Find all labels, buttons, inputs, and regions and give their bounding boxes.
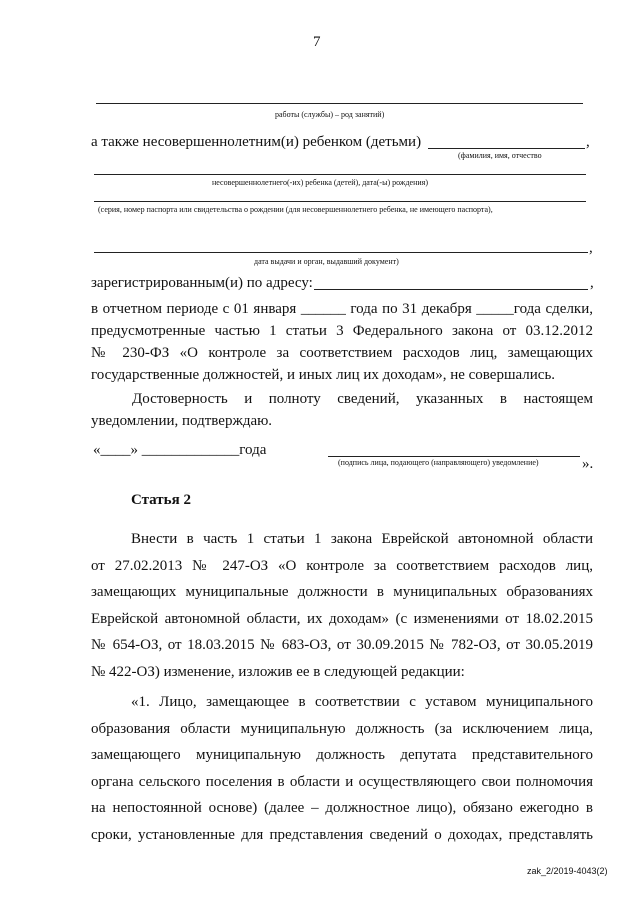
footer-code: zak_2/2019-4043(2) bbox=[527, 866, 608, 876]
caption-passport: (серия, номер паспорта или свидетельства о рождении (для несовершеннолетнего ребенка, не имеющего паспорта), bbox=[98, 205, 493, 214]
minor-child-comma: , bbox=[586, 134, 590, 150]
period-line: предусмотренные частью 1 статьи 3 Федерального закона от 03.12.2012 bbox=[91, 323, 593, 339]
blank-line-work bbox=[96, 103, 583, 104]
registered-label: зарегистрированным(и) по адресу: bbox=[91, 275, 313, 291]
article-line: № 422-ОЗ) изменение, изложив ее в следующей редакции: bbox=[91, 663, 465, 680]
article-line: образования области муниципальную должность (за исключением лица, bbox=[91, 720, 593, 737]
period-line: в отчетном периоде с 01 января ______ года по 31 декабря _____года сделки, bbox=[91, 301, 593, 317]
confirm-line: уведомлении, подтверждаю. bbox=[91, 413, 273, 429]
confirm-line: Достоверность и полноту сведений, указанных в настоящем bbox=[132, 391, 593, 407]
period-paragraph bbox=[91, 298, 593, 386]
article-line: сроки, установленные для представления сведений о доходах, представлять bbox=[91, 826, 593, 843]
article-line: Внести в часть 1 статьи 1 закона Еврейской автономной области bbox=[131, 531, 593, 547]
article-line: Еврейской автономной области, их доходам» (с изменениями от 18.02.2015 bbox=[91, 610, 593, 627]
article-line: на непостоянной основе) (далее – должностное лицо), обязано ежегодно в bbox=[91, 800, 593, 816]
closing-quote: ». bbox=[582, 456, 594, 472]
blank-line-minor-child bbox=[428, 148, 585, 149]
article-paragraph-1 bbox=[91, 526, 593, 685]
period-line: государственные должностей, и иных лиц их доходам», не совершались. bbox=[91, 367, 556, 383]
registered-comma: , bbox=[590, 275, 594, 291]
issue-line-comma: , bbox=[589, 240, 593, 256]
article-line: органа сельского поселения в области и осуществляющего свои полномочия bbox=[91, 773, 593, 790]
caption-work: работы (службы) – род занятий) bbox=[275, 110, 385, 119]
blank-line-minor-birth bbox=[94, 174, 586, 175]
article-heading: Статья 2 bbox=[131, 492, 191, 508]
date-line: «____» _____________года bbox=[93, 442, 267, 458]
caption-fio: (фамилия, имя, отчество bbox=[458, 151, 542, 160]
blank-line-issue bbox=[94, 252, 588, 253]
article-line: замещающих муниципальные должности в муниципальных образованиях bbox=[91, 584, 593, 600]
caption-signature: (подпись лица, подающего (направляющего) уведомление) bbox=[338, 458, 539, 467]
caption-minor-birth: несовершеннолетнего(-их) ребенка (детей), дата(-ы) рождения) bbox=[212, 178, 428, 187]
article-paragraph-2 bbox=[91, 689, 593, 848]
article-line: от 27.02.2013 № 247-ОЗ «О контроле за соответствием расходов лиц, bbox=[91, 557, 593, 574]
article-line: «1. Лицо, замещающее в соответствии с уставом муниципального bbox=[131, 694, 593, 710]
blank-line-passport bbox=[94, 201, 586, 202]
article-line: замещающего муниципальную должность депутата представительного bbox=[91, 747, 593, 763]
article-line: № 654-ОЗ, от 18.03.2015 № 683-ОЗ, от 30.09.2015 № 782-ОЗ, от 30.05.2019 bbox=[91, 637, 593, 653]
blank-line-address bbox=[314, 289, 588, 290]
minor-child-label: а также несовершеннолетним(и) ребенком (детьми) bbox=[91, 134, 422, 150]
period-line: № 230-ФЗ «О контроле за соответствием расходов лиц, замещающих bbox=[91, 345, 593, 361]
page-number: 7 bbox=[313, 34, 321, 50]
caption-issue: дата выдачи и орган, выдавший документ) bbox=[254, 257, 399, 266]
confirm-paragraph bbox=[91, 388, 593, 432]
blank-line-signature bbox=[328, 456, 580, 457]
